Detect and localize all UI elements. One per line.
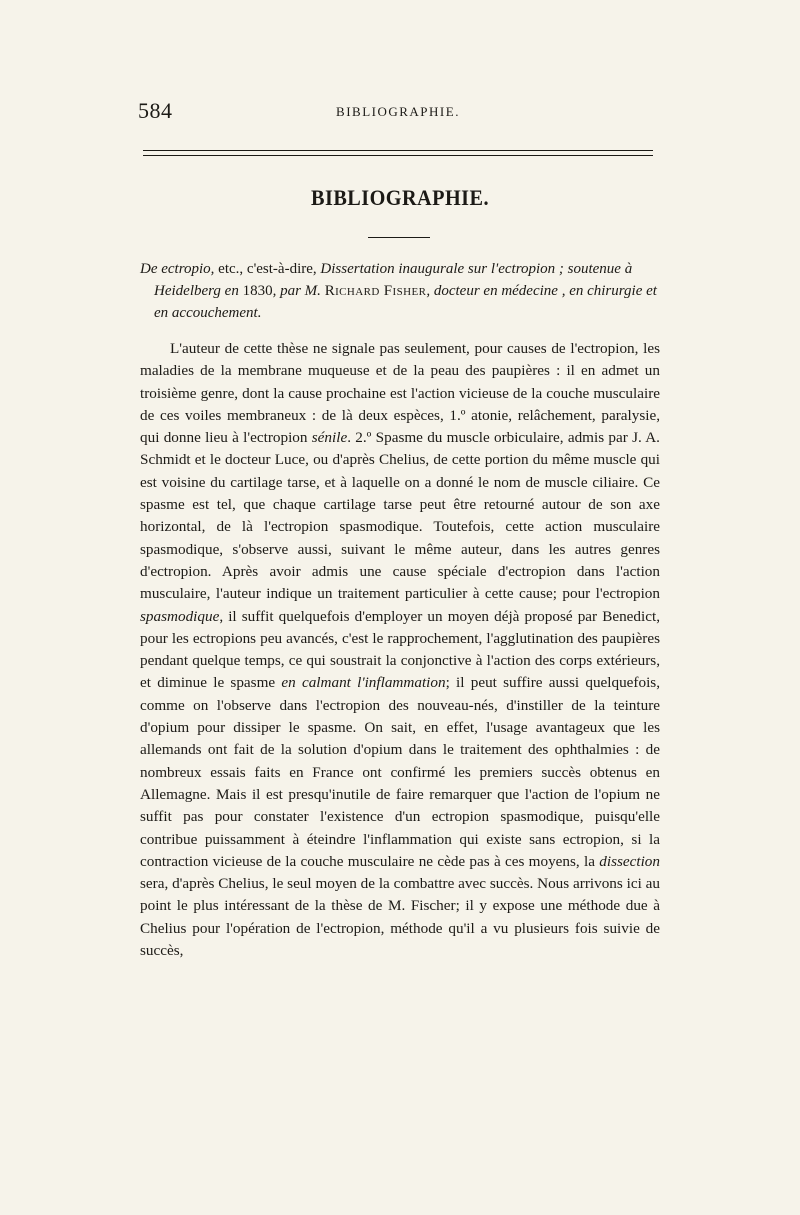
header-double-rule xyxy=(143,150,653,156)
body-text-3: , il suffit quelquefois d'employer un moyen déjà proposé par Benedict, pour les ectropions peu avancés, c'est le rapprochement, l'agglutination des paupières pendant quelque temps, ce qui soustrait la conjonctive à l'action des corps extérieurs, et diminue le spasme xyxy=(140,607,660,692)
body-paragraph xyxy=(140,338,660,962)
citation-author: Richard Fisher xyxy=(324,283,427,299)
body-text-4: ; il peut suffire aussi quelquefois, comme on l'observe dans l'ectropion des nouveau-nés, d'instiller de la teinture d'opium pour dissiper le spasme. On sait, en effet, l'usage avantageux que les allemands ont fait de la solution d'opium dans le traitement des ophthalmies : de nombreux essais faits en France ont confirmé les premiers succès obtenus en Allemagne. Mais il est presqu'inutile de faire remarquer que l'action de l'opium ne suffit pas pour constater l'existence d'un ectropion spasmodique, puisqu'elle contribue puissamment à éteindre l'inflammation qui existe sans ectropion, si la contraction vicieuse de la couche musculaire ne cède pas à ces moyens, la xyxy=(140,674,661,870)
body-emphasis-3: en calmant l'inflammation xyxy=(281,674,446,692)
body-text-2: . 2.º Spasme du muscle orbiculaire, admis par J. A. Schmidt et le docteur Luce, ou d'après Chelius, de cette portion du même muscle qui est voisine du cartilage tarse, et à laquelle on a donné le nom de muscle ciliaire. Ce spasme est tel, que chaque cartilage tarse peut être retourné autour de son axe horizontal, de là l'ectropion spasmodique. Toutefois, cette action musculaire spasmodique, s'observe aussi, suivant le même auteur, dans les autres genres d'ectropion. Après avoir admis une cause spéciale d'ectropion dans l'action musculaire, l'auteur indique un traitement particulier à cette cause; pour l'ectropion xyxy=(140,429,660,603)
title-divider xyxy=(368,237,430,238)
citation-year: 1830 xyxy=(238,283,273,299)
citation-part-7: , docteur en médecine , en chirurgie et en accouchement. xyxy=(154,283,657,321)
citation-part-2: etc., c'est-à-dire, xyxy=(214,261,321,277)
body-emphasis-2: spasmodique xyxy=(140,607,220,625)
citation-part-3: Dissertation inaugurale sur l'ectropion ; soutenue à Heidelberg en xyxy=(154,261,633,299)
page-number: 584 xyxy=(138,98,173,123)
running-title: BIBLIOGRAPHIE. xyxy=(336,104,460,119)
running-head xyxy=(138,98,658,128)
body-text-5: sera, d'après Chelius, le seul moyen de la combattre avec succès. Nous arrivons ici au point le plus intéressant de la thèse de M. Fischer; il y expose une méthode due à Chelius pour l'opération de l'ectropion, méthode qu'il a vu plusieurs fois suivie de succès, xyxy=(140,875,660,960)
section-title: BIBLIOGRAPHIE. xyxy=(311,185,489,210)
citation-part-5: , par M. xyxy=(272,283,325,299)
body-text-1: L'auteur de cette thèse ne signale pas seulement, pour causes de l'ectropion, les maladies de la membrane muqueuse et de la peau des paupières : il en admet un troisième genre, dont la cause prochaine est l'action vicieuse de la couche musculaire de ces voiles membraneux : de là deux espèces, 1.º atonie, relâchement, paralysie, qui donne lieu à l'ectropion xyxy=(140,340,660,447)
citation-block xyxy=(140,258,660,324)
citation-text xyxy=(140,258,660,324)
body-emphasis-4: dissection xyxy=(599,852,660,870)
body-emphasis-1: sénile xyxy=(311,429,348,447)
citation-part-1: De ectropio, xyxy=(140,261,215,277)
body-text xyxy=(140,338,660,962)
